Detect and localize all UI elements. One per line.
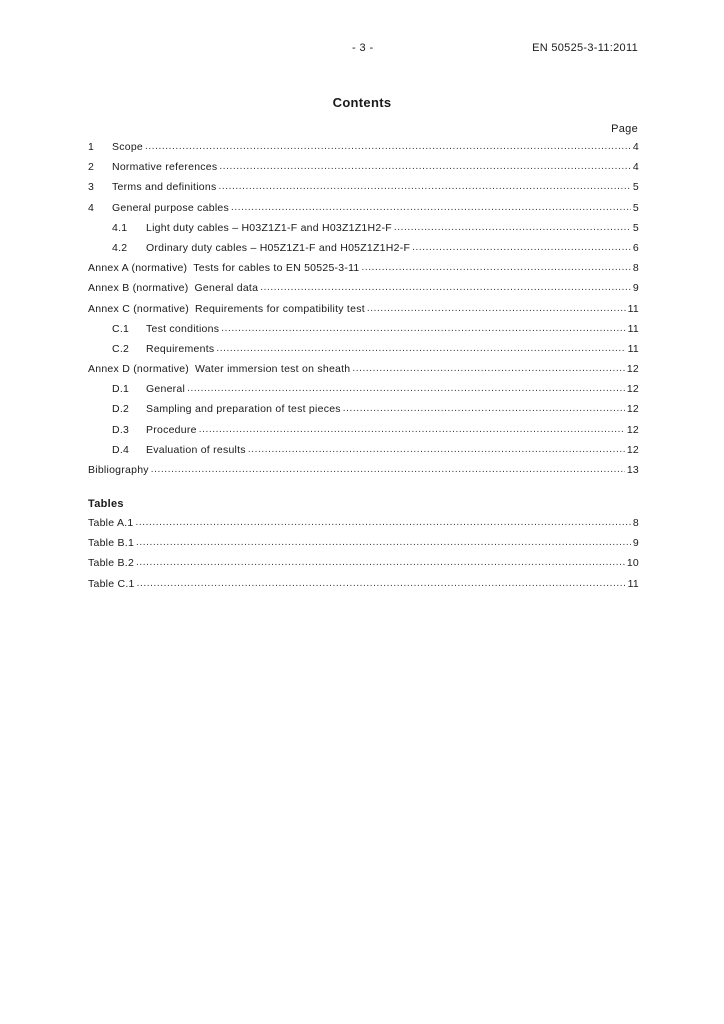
table-entry-title: Table B.1 (88, 537, 135, 550)
toc-entry-title: Bibliography (88, 464, 149, 476)
dot-leader (248, 444, 625, 455)
toc-entry-page: 6 (632, 241, 639, 254)
toc-entry-number: D.3 (112, 423, 130, 436)
toc-entry-number: D.1 (112, 383, 130, 396)
dot-leader (137, 578, 626, 589)
toc-entry-scope[interactable] (88, 141, 639, 161)
toc-entry-title: General (146, 383, 186, 396)
toc-entry-requirements[interactable] (88, 343, 639, 363)
table-entry-title: Table A.1 (88, 517, 134, 529)
toc-entry-page: 8 (632, 262, 639, 275)
toc-entry-title: General data (194, 282, 259, 295)
dot-leader (231, 202, 631, 213)
toc-entry-terms-definitions[interactable] (88, 181, 639, 201)
toc-entry-number: C.1 (112, 322, 130, 335)
toc-entry-page: 12 (626, 363, 639, 376)
toc-entry-number: D.4 (112, 443, 130, 456)
dot-leader (151, 464, 625, 475)
toc-entry-page: 5 (632, 221, 639, 234)
toc-entry-page: 5 (632, 181, 639, 194)
toc-entry-title: Ordinary duty cables – H05Z1Z1-F and H05Z1Z1H2-F (146, 241, 411, 254)
toc-entry-title: Normative references (112, 161, 218, 174)
toc-entry-annex-b[interactable] (88, 282, 639, 302)
dot-leader (352, 363, 624, 374)
dot-leader (136, 537, 631, 548)
toc-entry-number: 4.2 (112, 241, 128, 254)
dot-leader (218, 181, 630, 192)
toc-entry-normative-references[interactable] (88, 161, 639, 181)
toc-entry-annex-a[interactable] (88, 262, 639, 282)
table-entry-page: 11 (627, 577, 639, 590)
table-entry-b1[interactable] (88, 537, 639, 557)
contents-title: Contents (332, 95, 392, 110)
dot-leader (362, 262, 631, 273)
table-entry-title: Table B.2 (88, 557, 135, 570)
table-entry-a1[interactable] (88, 517, 639, 537)
toc-entry-light-duty-cables[interactable] (88, 222, 639, 242)
toc-entry-title: Water immersion test on sheath (195, 363, 351, 376)
dot-leader (145, 141, 631, 152)
dot-leader (136, 557, 625, 568)
toc-entry-number: 4.1 (112, 221, 128, 234)
toc-entry-general-purpose-cables[interactable] (88, 202, 639, 222)
toc-entry-number: C.2 (112, 342, 130, 355)
toc-entry-procedure[interactable] (88, 424, 639, 444)
toc-entry-sampling-preparation[interactable] (88, 403, 639, 423)
standard-reference: EN 50525-3-11:2011 (532, 42, 638, 54)
table-entry-b2[interactable] (88, 557, 639, 577)
toc-entry-test-conditions[interactable] (88, 323, 639, 343)
dot-leader (216, 343, 625, 354)
toc-entry-number: 1 (88, 141, 95, 153)
list-of-tables (88, 517, 639, 598)
table-entry-title: Table C.1 (88, 577, 135, 590)
toc-entry-page: 12 (626, 423, 639, 436)
toc-entry-page: 4 (632, 161, 639, 174)
toc-entry-title: Terms and definitions (112, 181, 217, 194)
toc-entry-title: Evaluation of results (146, 443, 246, 456)
toc-entry-title: Tests for cables to EN 50525-3-11 (193, 262, 360, 275)
toc-entry-page: 11 (627, 302, 639, 315)
toc-annex-label: Annex C (normative) (88, 302, 190, 315)
toc-entry-general[interactable] (88, 383, 639, 403)
toc-entry-title: Scope (112, 141, 144, 153)
toc-entry-number: 3 (88, 181, 95, 194)
tables-heading: Tables (88, 498, 124, 510)
table-entry-page: 9 (632, 537, 639, 550)
toc-entry-page: 5 (632, 201, 639, 214)
toc-entry-bibliography[interactable] (88, 464, 639, 484)
table-of-contents (88, 141, 639, 484)
toc-entry-annex-d[interactable] (88, 363, 639, 383)
toc-entry-title: Light duty cables – H03Z1Z1-F and H03Z1Z1H2-F (146, 221, 392, 234)
toc-entry-title: Procedure (146, 423, 197, 436)
toc-entry-page: 9 (632, 282, 639, 295)
toc-entry-title: Test conditions (146, 322, 220, 335)
dot-leader (219, 161, 631, 172)
toc-entry-title: General purpose cables (112, 201, 229, 214)
toc-annex-label: Annex B (normative) (88, 282, 189, 295)
dot-leader (221, 323, 625, 334)
table-entry-page: 10 (626, 557, 639, 570)
dot-leader (412, 242, 631, 253)
dot-leader (394, 222, 631, 233)
dot-leader (135, 517, 630, 528)
toc-entry-title: Sampling and preparation of test pieces (146, 403, 341, 416)
table-entry-c1[interactable] (88, 578, 639, 598)
table-entry-page: 8 (632, 517, 639, 529)
toc-entry-number: 2 (88, 161, 95, 174)
toc-entry-annex-c[interactable] (88, 303, 639, 323)
toc-entry-page: 13 (626, 464, 639, 476)
toc-entry-page: 11 (627, 322, 639, 335)
page-column-label: Page (611, 123, 638, 135)
dot-leader (199, 424, 625, 435)
toc-entry-title: Requirements for compatibility test (195, 302, 365, 315)
toc-entry-page: 4 (632, 141, 639, 153)
toc-entry-evaluation-results[interactable] (88, 444, 639, 464)
toc-entry-page: 12 (626, 443, 639, 456)
toc-annex-label: Annex D (normative) (88, 363, 190, 376)
toc-entry-page: 11 (627, 342, 639, 355)
dot-leader (343, 403, 625, 414)
toc-entry-number: 4 (88, 201, 95, 214)
toc-entry-page: 12 (626, 383, 639, 396)
dot-leader (367, 303, 626, 314)
toc-annex-label: Annex A (normative) (88, 262, 188, 275)
toc-entry-number: D.2 (112, 403, 130, 416)
toc-entry-ordinary-duty-cables[interactable] (88, 242, 639, 262)
dot-leader (187, 383, 625, 394)
toc-entry-page: 12 (626, 403, 639, 416)
dot-leader (260, 282, 631, 293)
toc-entry-title: Requirements (146, 342, 215, 355)
page-number: - 3 - (352, 42, 374, 54)
